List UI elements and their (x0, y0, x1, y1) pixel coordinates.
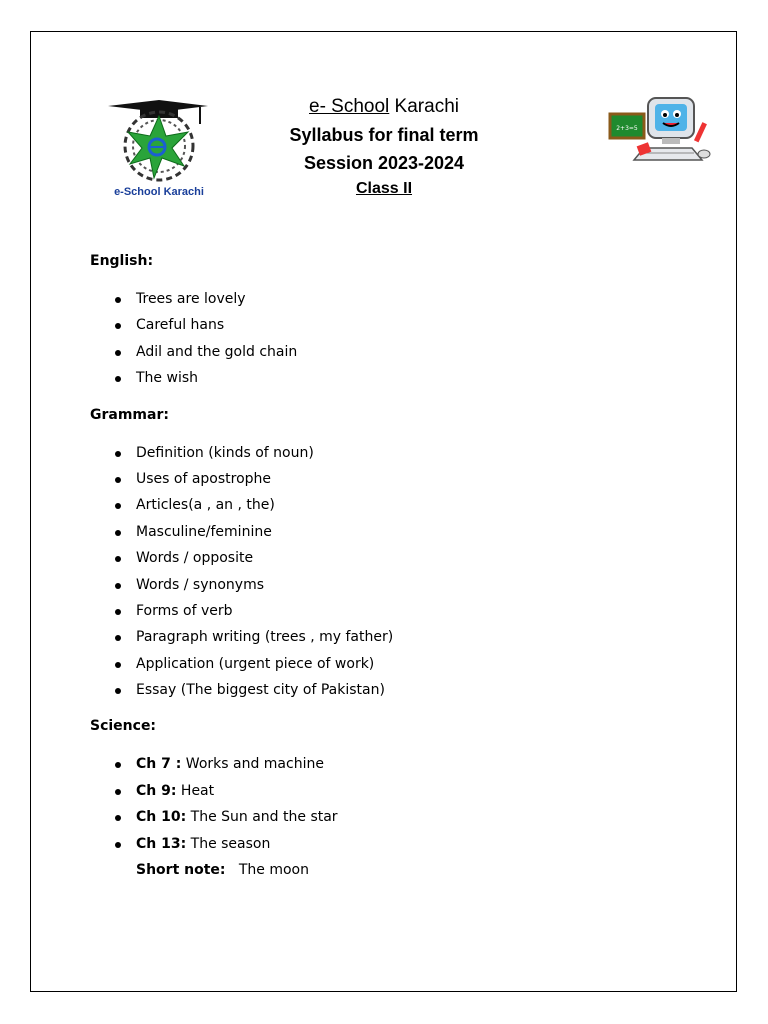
list-item: Forms of verb (90, 598, 690, 624)
list-item: Adil and the gold chain (90, 339, 690, 365)
english-list (90, 286, 690, 392)
syllabus-content (90, 250, 690, 883)
science-list (90, 751, 690, 883)
svg-text:e-School Karachi: e-School Karachi (114, 186, 204, 198)
svg-text:2+3=5: 2+3=5 (616, 125, 638, 132)
list-item: Trees are lovely (90, 286, 690, 312)
list-item: Careful hans (90, 312, 690, 338)
english-heading: English: (90, 253, 154, 269)
school-name: e- School Karachi (309, 96, 459, 117)
list-item: Ch 7 : Works and machine (90, 751, 690, 777)
list-item: Words / synonyms (90, 572, 690, 598)
school-logo-icon (104, 98, 214, 200)
list-item: Articles(a , an , the) (90, 492, 690, 518)
class-label: Class II (355, 180, 413, 197)
short-note: Short note: The moon (136, 862, 309, 879)
grammar-list (90, 440, 690, 704)
computer-mascot-icon (608, 92, 714, 168)
list-item: Uses of apostrophe (90, 466, 690, 492)
session-label: Session 2023-2024 (303, 153, 465, 173)
school-logo (104, 98, 214, 200)
grammar-heading: Grammar: (90, 406, 169, 423)
list-item: Definition (kinds of noun) (90, 440, 690, 466)
list-item: Essay (The biggest city of Pakistan) (90, 677, 690, 703)
document-header (250, 92, 518, 201)
syllabus-title: Syllabus for final term (289, 125, 479, 145)
list-item: Paragraph writing (trees , my father) (90, 624, 690, 650)
list-item: Masculine/feminine (90, 519, 690, 545)
list-item: Ch 9: Heat (90, 778, 690, 804)
list-item: Words / opposite (90, 545, 690, 571)
list-item: The wish (90, 365, 690, 391)
science-heading: Science: (90, 718, 157, 735)
list-item: Ch 13: The season (90, 831, 690, 857)
list-item: Ch 10: The Sun and the star (90, 804, 690, 830)
computer-clipart (608, 92, 714, 168)
list-item: Application (urgent piece of work) (90, 651, 690, 677)
